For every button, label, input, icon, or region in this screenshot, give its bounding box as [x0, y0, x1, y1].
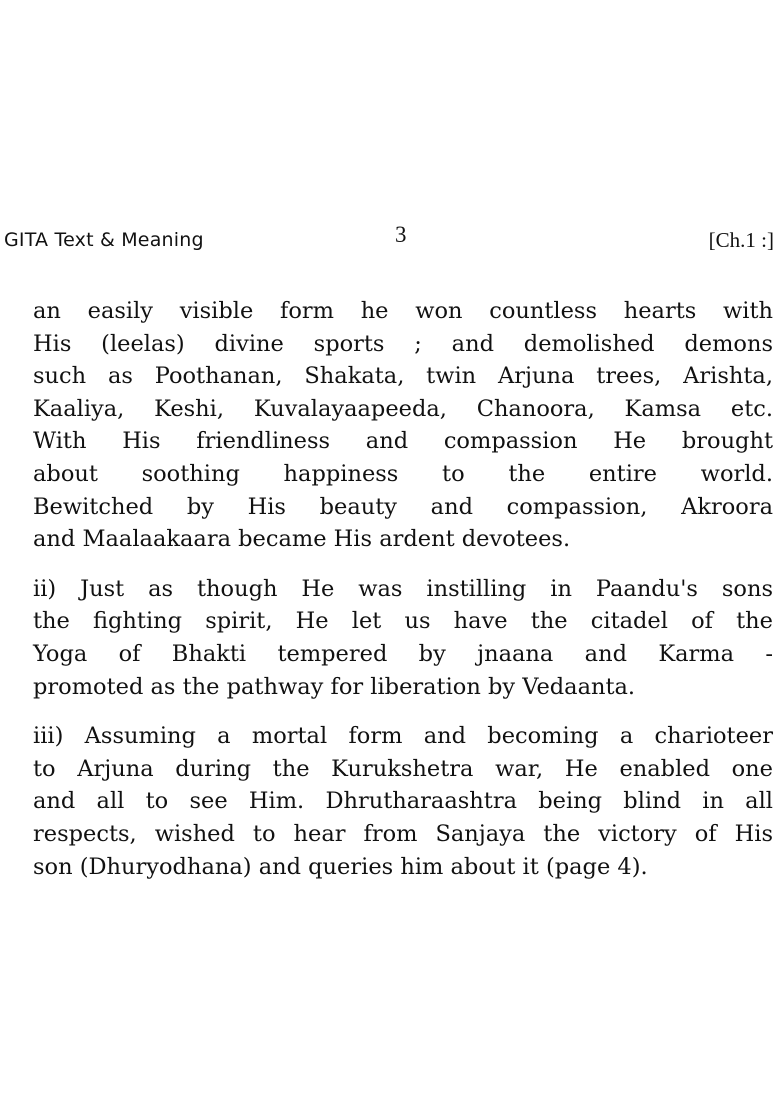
text-line: the fighting spirit, He let us have the citadel of the [33, 608, 773, 635]
text-line: iii) Assuming a mortal form and becoming a charioteer [33, 723, 773, 750]
text-line: Bewitched by His beauty and compassion, Akroora [33, 493, 773, 520]
paragraph-ii [33, 573, 773, 703]
text-line: With His friendliness and compassion He brought [33, 428, 773, 455]
text-line: promoted as the pathway for liberation by Vedaanta. [33, 673, 636, 700]
text-line: ii) Just as though He was instilling in Paandu's sons [33, 575, 773, 602]
text-line: respects, wished to hear from Sanjaya the victory of His [33, 820, 773, 847]
text-line: about soothing happiness to the entire world. [33, 460, 773, 487]
text-line: and Maalaakaara became His ardent devotees. [33, 526, 571, 553]
text-line: and all to see Him. Dhrutharaashtra being blind in all [33, 788, 773, 815]
text-line: His (leelas) divine sports ; and demolished demons [33, 330, 773, 357]
text-line: Kaaliya, Keshi, Kuvalayaapeeda, Chanoora, Kamsa etc. [33, 395, 773, 422]
running-title: GITA Text & Meaning [4, 229, 204, 251]
paragraph-iii [33, 720, 773, 883]
text-line: such as Poothanan, Shakata, twin Arjuna trees, Arishta, [33, 363, 773, 390]
text-line: son (Dhuryodhana) and queries him about it (page 4). [33, 853, 648, 880]
chapter-reference: [Ch.1 :] [708, 228, 774, 252]
body-text [33, 295, 773, 883]
text-line: to Arjuna during the Kurukshetra war, He enabled one [33, 755, 773, 782]
page-number: 3 [395, 222, 407, 247]
text-line: Yoga of Bhakti tempered by jnaana and Karma - [33, 640, 773, 667]
page-header [0, 222, 780, 258]
paragraph-intro [33, 295, 773, 556]
text-line: an easily visible form he won countless hearts with [33, 298, 773, 324]
